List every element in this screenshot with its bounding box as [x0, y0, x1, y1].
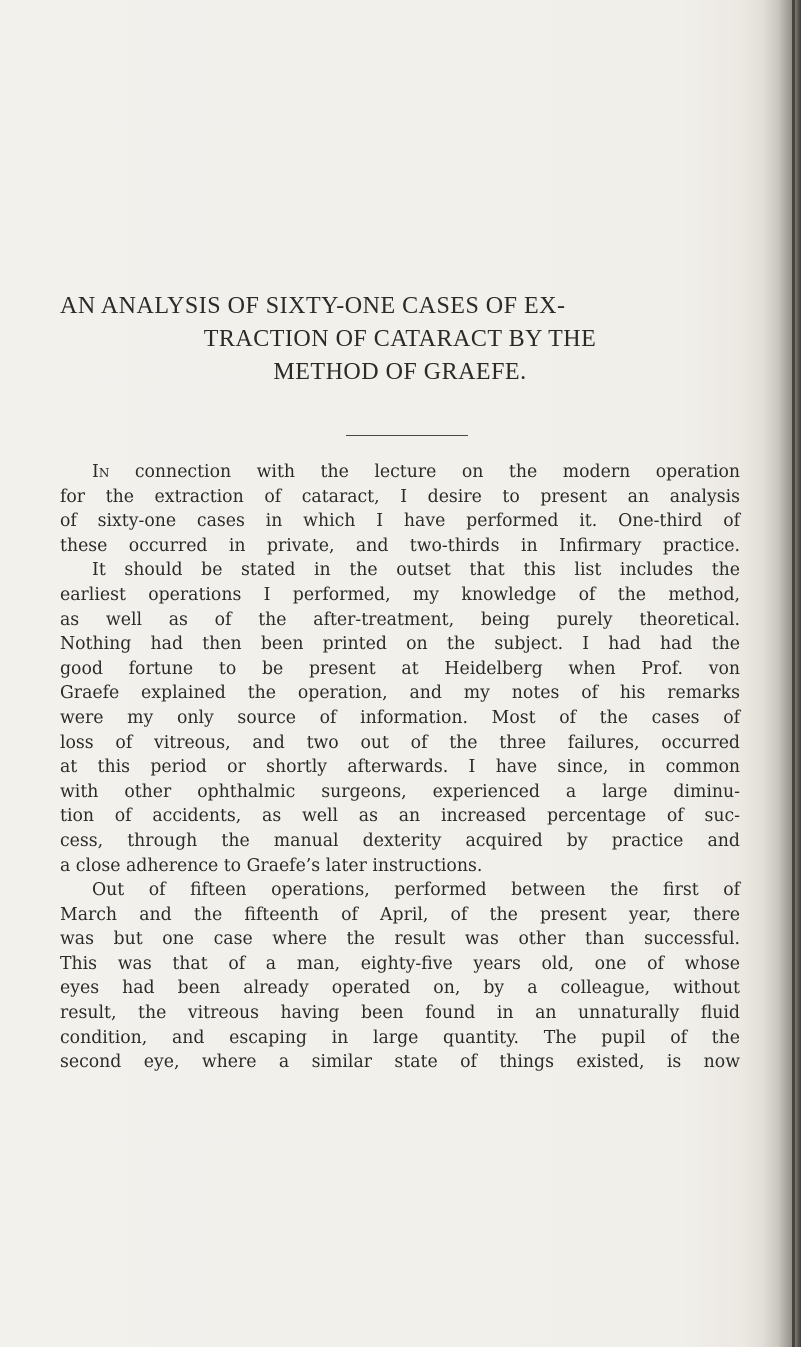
title-divider	[346, 435, 468, 436]
body-line-3: of sixty-one cases in which I have performed it. One-third of	[60, 511, 740, 532]
title-line-2: TRACTION OF CATARACT BY THE	[203, 326, 597, 352]
body-line-1-text: connection with the lecture on the modern operation	[109, 462, 740, 482]
body-line-17: a close adherence to Graefe’s later instructions.	[60, 855, 483, 876]
title-line-3: METHOD OF GRAEFE.	[273, 359, 527, 385]
page-edge-shadow	[763, 0, 801, 1347]
body-line-23: result, the vitreous having been found in an unnaturally fluid	[60, 1003, 740, 1024]
body-line-22: eyes had been already operated on, by a colleague, without	[60, 978, 740, 999]
binding-edge	[792, 0, 795, 1347]
body-line-10: Graefe explained the operation, and my notes of his remarks	[60, 683, 740, 704]
body-line-8: Nothing had then been printed on the subject. I had had the	[60, 634, 740, 655]
opening-word: In	[92, 462, 110, 482]
body-line-11: were my only source of information. Most of the cases of	[60, 707, 740, 728]
title-line-1: AN ANALYSIS OF SIXTY-ONE CASES OF EX-	[60, 293, 566, 319]
article-title	[60, 290, 740, 389]
body-line-25: second eye, where a similar state of things existed, is now	[60, 1052, 740, 1073]
body-line-20: was but one case where the result was other than successful.	[60, 929, 740, 950]
body-line-5: It should be stated in the outset that this list includes the	[92, 560, 740, 581]
body-line-14: with other ophthalmic surgeons, experienced a large diminu-	[60, 781, 740, 802]
body-line-16: cess, through the manual dexterity acquired by practice and	[60, 830, 740, 851]
body-line-7: as well as of the after-treatment, being purely theoretical.	[60, 609, 740, 630]
body-line-15: tion of accidents, as well as an increased percentage of suc-	[60, 806, 740, 827]
body-line-12: loss of vitreous, and two out of the three failures, occurred	[60, 732, 740, 753]
article-body	[60, 460, 740, 1075]
body-line-21: This was that of a man, eighty-five years old, one of whose	[60, 953, 740, 974]
body-line-4: these occurred in private, and two-thirds in Infirmary practice.	[60, 535, 740, 556]
body-line-2: for the extraction of cataract, I desire to present an analysis	[60, 486, 740, 507]
body-line-18: Out of fifteen operations, performed between the first of	[92, 880, 740, 901]
body-line-19: March and the fifteenth of April, of the present year, there	[60, 904, 740, 925]
body-line-9: good fortune to be present at Heidelberg when Prof. von	[60, 658, 740, 679]
body-line-6: earliest operations I performed, my knowledge of the method,	[60, 584, 740, 605]
body-line-1	[60, 460, 740, 485]
body-line-24: condition, and escaping in large quantity. The pupil of the	[60, 1027, 740, 1048]
body-line-13: at this period or shortly afterwards. I have since, in common	[60, 757, 740, 778]
